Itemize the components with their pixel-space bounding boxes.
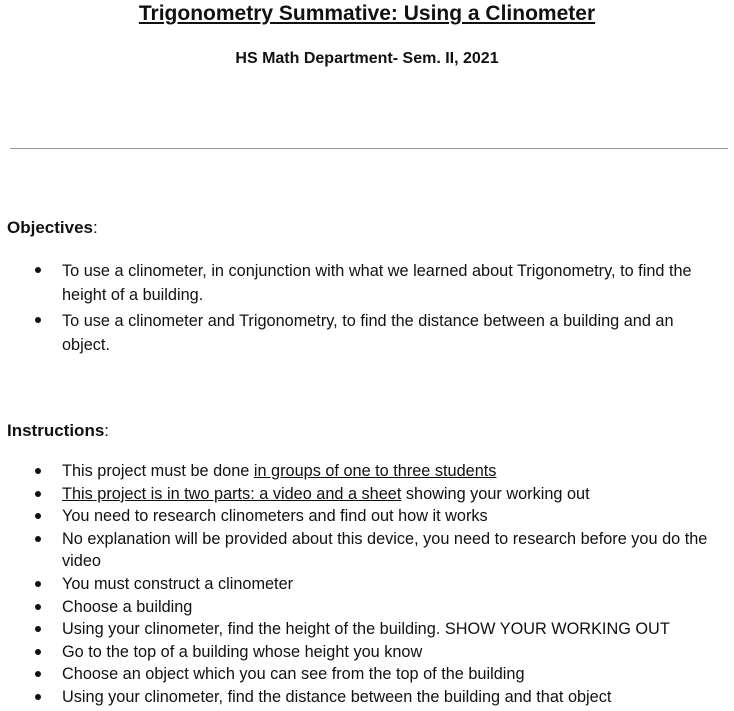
list-item — [0, 259, 720, 307]
list-item — [0, 686, 720, 709]
list-item-text: To use a clinometer, in conjunction with what we learned about Trigonometry, to find the height of a building. — [62, 262, 692, 304]
list-item-text: You must construct a clinometer — [62, 574, 294, 593]
list-item — [0, 573, 720, 596]
colon: : — [93, 218, 98, 237]
list-item-text: You need to research clinometers and find out how it works — [62, 507, 488, 526]
bullet-icon — [35, 468, 41, 474]
bullet-icon — [35, 536, 41, 542]
list-item — [0, 505, 720, 528]
list-item — [0, 596, 720, 619]
colon: : — [104, 421, 110, 440]
bullet-icon — [35, 694, 41, 700]
bullet-icon — [35, 671, 41, 677]
instructions-heading-text: Instructions — [7, 421, 105, 440]
bullet-icon — [35, 649, 41, 655]
list-item-text: Using your clinometer, find the height of the building. SHOW YOUR WORKING OUT — [62, 620, 670, 639]
bullet-icon — [35, 581, 41, 587]
underlined-text: This project is in two parts: a video and a sheet — [62, 484, 402, 503]
bullet-icon — [35, 604, 41, 610]
list-item — [0, 309, 720, 357]
document-title: Trigonometry Summative: Using a Clinometer — [138, 2, 596, 25]
list-item-text: This project must be done — [62, 462, 254, 480]
objectives-heading-text: Objectives — [7, 218, 93, 237]
list-item — [0, 483, 720, 506]
list-item-text: Choose an object which you can see from the top of the building — [62, 665, 525, 684]
bullet-icon — [35, 317, 41, 323]
instructions-list — [0, 460, 720, 709]
instructions-heading — [7, 421, 109, 441]
list-item-text: Choose a building — [62, 597, 193, 616]
objectives-heading — [7, 218, 98, 238]
list-item — [0, 641, 720, 664]
objectives-list — [0, 259, 720, 359]
list-item-text: Go to the top of a building whose height you know — [62, 642, 423, 661]
bullet-icon — [35, 626, 41, 632]
list-item — [0, 618, 720, 641]
list-item — [0, 460, 720, 483]
underlined-text: in groups of one to three students — [253, 462, 497, 480]
divider — [10, 148, 728, 149]
list-item-text: To use a clinometer and Trigonometry, to find the distance between a building and an object. — [62, 312, 674, 354]
list-item — [0, 528, 720, 573]
bullet-icon — [35, 513, 41, 519]
list-item-text: Using your clinometer, find the distance between the building and that object — [62, 687, 612, 706]
document-subtitle: HS Math Department- Sem. II, 2021 — [235, 50, 499, 67]
list-item-text: No explanation will be provided about this device, you need to research before you do the video — [62, 529, 708, 571]
list-item-text: showing your working out — [401, 484, 590, 503]
list-item — [0, 663, 720, 686]
bullet-icon — [35, 267, 41, 273]
bullet-icon — [35, 491, 41, 497]
